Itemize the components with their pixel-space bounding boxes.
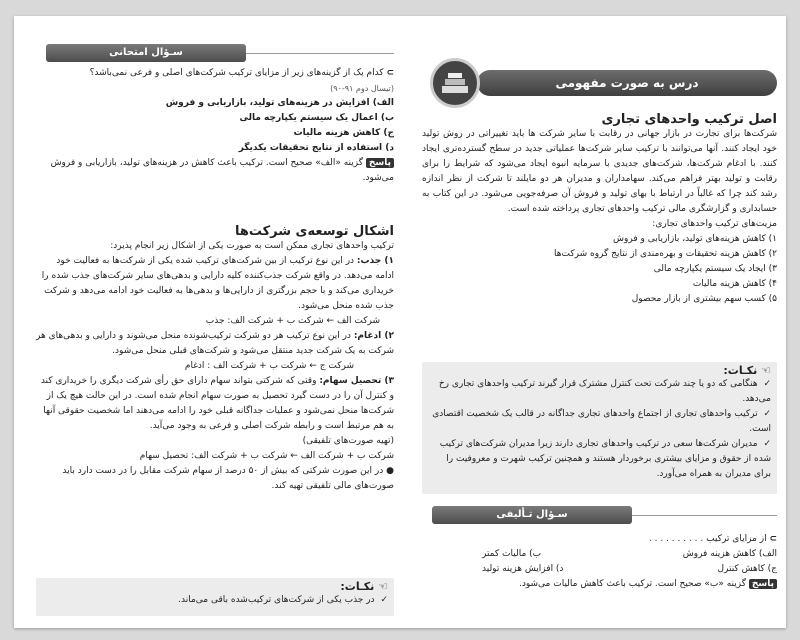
formula-acquisition: شرکت ب + شرکت الف ← شرکت ب + شرکت الف: تحصیل سهام xyxy=(139,451,394,461)
item-acquisition xyxy=(36,374,394,434)
authored-question-block xyxy=(422,532,777,592)
item-merge xyxy=(36,329,394,359)
check-icon: ✓ xyxy=(763,379,771,389)
books-icon xyxy=(430,58,480,108)
answer-label: پاسخ xyxy=(366,158,394,168)
authored-question-title: سـؤال تـألیفی xyxy=(496,509,568,520)
left-note-1-text: در جذب یکی از شرکت‌های ترکیب‌شده باقی می‌ماند. xyxy=(178,595,375,605)
exam-question-bar xyxy=(46,44,246,62)
bullet-icon: ● xyxy=(386,466,394,476)
item-absorb xyxy=(36,254,394,314)
authored-question-text: از مزایای ترکیب xyxy=(706,534,767,544)
option-d: د) استفاده از نتایج تحقیقات یکدیگر xyxy=(238,143,394,153)
blank-dots: . . . . . . . . . . xyxy=(648,534,704,544)
divider xyxy=(246,53,394,54)
formula-merge: شرکت ج ← شرکت ب + شرکت الف : ادغام xyxy=(184,361,354,371)
concept-heading: اصل ترکیب واحدهای تجاری xyxy=(601,112,777,127)
forms-section xyxy=(36,224,394,494)
hand-icon: ☜ xyxy=(761,364,771,377)
authored-options-row-1 xyxy=(422,547,777,562)
right-note-2-text: ترکیب واحدهای تجاری از اجتماع واحدهای تجاری جداگانه در قالب یک شخصیت اقتصادی است. xyxy=(432,409,771,434)
right-notes-box xyxy=(422,362,777,494)
book-spread xyxy=(14,16,786,628)
divider xyxy=(632,515,777,516)
left-notes-title-text: نکـات: xyxy=(340,580,375,593)
option-c: ج) کاهش هزینه مالیات xyxy=(293,128,394,138)
left-notes-box xyxy=(36,578,394,616)
forms-intro: ترکیب واحدهای تجاری ممکن است به صورت یکی از اشکال زیر انجام پذیرد: xyxy=(110,241,394,251)
item-merge-text: در این نوع ترکیب هر دو شرکت ترکیب‌شونده منحل می‌شوند و دارایی و بدهی‌های هر شرکت به یک شرکت جدید منتقل می‌شود و شرکت‌های قبلی منحل می‌شود. xyxy=(36,331,394,356)
exam-question-block xyxy=(36,66,394,186)
right-note-3 xyxy=(428,437,771,482)
item-merge-title: ۲) ادغام: xyxy=(353,331,394,341)
item-absorb-title: ۱) جذب: xyxy=(356,256,394,266)
right-note-1 xyxy=(428,377,771,407)
authored-option-b: ب) مالیات کمتر xyxy=(482,549,542,559)
left-note-1 xyxy=(42,593,388,608)
concept-header-title: درس به صورت مفهومی xyxy=(555,76,699,90)
benefit-5: ۵) کسب سهم بیشتری از بازار محصول xyxy=(631,294,777,304)
concept-intro: شرکت‌ها برای تجارت در بازار جهانی در رقابت با سایر شرکت ها باید تغییراتی در روش تولید خود ایجاد کنند. آنها می‌توانند با ترکیب سایر شرکت‌ها عملیاتی جدید در سطح گسترده‌تری ایجاد کنند. با ادغام شرکت‌ها، شرکت‌های جدیدی با سرمایه انبوه ایجاد می‌شود که شرایط را برای رقابت و تولید بهتر فراهم می‌کند. سهامداران و مدیران هر دو مایلند تا شرکت از نظر اندازه رشد کند چرا که غالباً در ارتباط با بهای تولید و فروش آن صرفه‌جویی می‌شود. در این کتاب به حسابداری و گزارشگری مالی ترکیب واحدهای تجاری پرداخته شده است. xyxy=(422,129,777,214)
item-acquisition-title: ۳) تحصیل سهام: xyxy=(319,376,394,386)
forms-heading: اشکال توسعه‌ی شرکت‌ها xyxy=(234,224,394,239)
left-page xyxy=(36,44,394,616)
exam-question-title: سـؤال امتحانی xyxy=(109,47,183,58)
hand-icon: ☜ xyxy=(378,580,388,593)
item-acquisition-text: وقتی که شرکتی بتواند سهام دارای حق رأی شرکت دیگری را خریداری کند و کنترل آن را در دست گیرد تحصیل به صورت سهام انجام شده است. در این حالت هیچ یک از شرکت‌ها منحل نمی‌شود و عملیات جداگانه قبلی خود را ادامه می‌دهند اما شخصیت حقوقی آنها به هم مرتبط است و رابطه شرکت اصلی و فرعی به وجود می‌آید. xyxy=(40,376,394,431)
authored-answer-text: گزینه «ب» صحیح است. ترکیب باعث کاهش مالیات می‌شود. xyxy=(519,579,747,589)
authored-option-d: د) افزایش هزینه تولید xyxy=(482,564,564,574)
formula-absorb: شرکت الف ← شرکت ب + شرکت الف: جذب xyxy=(205,316,380,326)
authored-option-c: ج) کاهش کنترل xyxy=(717,564,777,574)
bullet-item xyxy=(36,464,394,494)
concept-header xyxy=(477,70,777,96)
exam-question-row xyxy=(36,66,394,81)
authored-question-bar xyxy=(432,506,632,524)
check-icon: ✓ xyxy=(380,595,388,605)
right-notes-title xyxy=(428,364,771,377)
right-note-2 xyxy=(428,407,771,437)
option-b: ب) اعمال یک سیستم یکپارچه مالی xyxy=(239,113,394,123)
benefits-title: مزیت‌های ترکیب واحدهای تجاری: xyxy=(652,219,777,229)
exam-answer-text: گزینه «الف» صحیح است. ترکیب باعث کاهش در هزینه‌های تولید، بازاریابی و فروش می‌شود. xyxy=(50,158,394,183)
authored-question-row xyxy=(422,532,777,547)
exam-source: (تیسال دوم ۹۱-۹۰) xyxy=(330,84,394,93)
right-note-1-text: هنگامی که دو یا چند شرکت تحت کنترل مشترک قرار گیرند ترکیب واحدهای تجاری رخ می‌دهد. xyxy=(438,379,771,404)
check-icon: ✓ xyxy=(763,439,771,449)
authored-options-row-2 xyxy=(422,562,777,577)
exam-question-text: کدام یک از گزینه‌های زیر از مزایای ترکیب شرکت‌های اصلی و فرعی نمی‌باشد؟ xyxy=(89,68,384,78)
option-a: الف) افزایش در هزینه‌های تولید، بازاریابی و فروش xyxy=(165,98,394,108)
benefit-2: ۲) کاهش هزینه تحقیقات و بهره‌مندی از نتایج گروه شرکت‌ها xyxy=(554,249,777,259)
bullet-text: در این صورت شرکتی که بیش از ۵۰ درصد از سهام شرکت مقابل را در دست دارد باید صورت‌های مالی تلفیقی تهیه کند. xyxy=(62,466,394,491)
item-absorb-text: در این نوع ترکیب از بین شرکت‌های ترکیب شده یکی از شرکت‌ها به فعالیت خود ادامه می‌دهد. در واقع شرکت جذب‌کننده کلیه دارایی و بدهی‌های سایر شرکت‌های جذب شده را خریداری می‌کند و با حجم بزرگتری از دارایی‌ها و بدهی‌ها به فعالیت خود ادامه می‌دهد و شرکت جذب شده منحل می‌شود. xyxy=(41,256,394,311)
question-marker-icon: ⊃ xyxy=(769,534,777,544)
answer-label: پاسخ xyxy=(749,579,777,589)
left-notes-title xyxy=(42,580,388,593)
benefit-3: ۳) ایجاد یک سیستم یکپارچه مالی xyxy=(653,264,777,274)
benefit-1: ۱) کاهش هزینه‌های تولید، بازاریابی و فروش xyxy=(613,234,777,244)
benefit-4: ۴) کاهش هزینه مالیات xyxy=(692,279,777,289)
question-marker-icon: ⊃ xyxy=(386,68,394,78)
authored-answer xyxy=(422,577,777,592)
exam-answer xyxy=(36,156,394,186)
right-notes-title-text: نکـات: xyxy=(723,364,758,377)
concept-body xyxy=(422,112,777,307)
consolidated-note: (تهیه صورت‌های تلفیقی) xyxy=(302,436,394,446)
right-page xyxy=(422,44,777,616)
right-note-3-text: مدیران شرکت‌ها سعی در ترکیب واحدهای تجاری دارند زیرا مدیران شرکت‌های ترکیب شده از حقوق و مزایای بیشتری برخوردار هستند و همچنین ترکیب شهرت و معروفیت را برای مدیران به همراه می‌آورد. xyxy=(439,439,771,479)
authored-option-a: الف) کاهش هزینه فروش xyxy=(682,549,777,559)
check-icon: ✓ xyxy=(763,409,771,419)
